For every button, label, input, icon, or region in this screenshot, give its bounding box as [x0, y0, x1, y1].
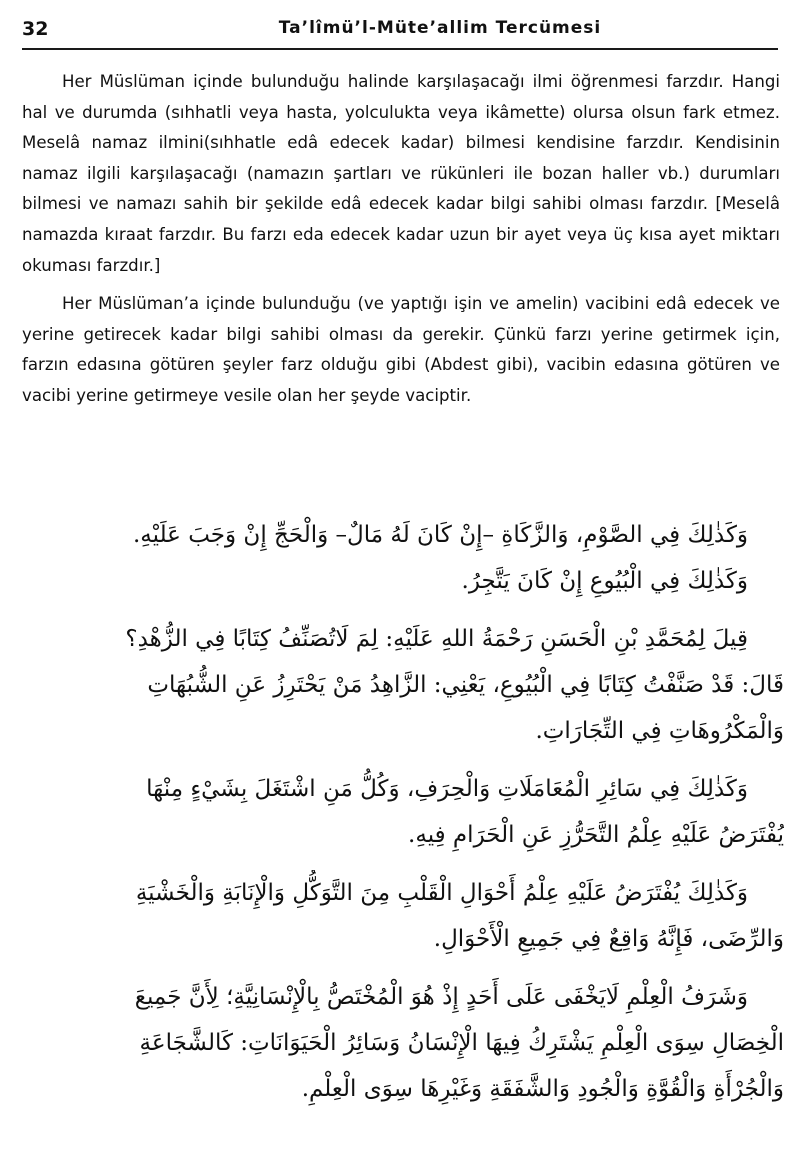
page-number: 32 — [22, 18, 49, 40]
turkish-paragraph: Her Müslüman içinde bulunduğu halinde karşılaşacağı ilmi öğrenmesi farzdır. Hangi hal ve durumda (sıhhatli veya hasta, yolculukta veya ikâmette) olursa olsun fark etmez. Meselâ namaz ilmini(sıhhatle edâ edecek kadar) bilmesi kendisine farzdır. Kendisinin namaz ilgili karşılaşacağı (namazın şartları ve rükünleri ile bozan haller vb.) durumları bilmesi ve namazı sahih bir şekilde edâ edecek kadar bilgi sahibi olması farzdır. [Meselâ namazda kıraat farzdır. Bu farzı eda edecek kadar uzun bir ayet veya üç kısa ayet miktarı okuması farzdır.] — [22, 72, 780, 275]
running-title: Ta’lîmü’l-Müte’allim Tercümesi — [278, 18, 602, 38]
arabic-line: وَالرِّضَى، فَإِنَّهُ وَاقِعٌ فِي جَمِيعِ الْأَحْوَالِ. — [433, 926, 784, 952]
arabic-line: وَالْمَكْرُوهَاتِ فِي التِّجَارَاتِ. — [535, 718, 784, 744]
arabic-line: الْخِصَالِ سِوَى الْعِلْمِ يَشْتَرِكُ فِيهَا الْإِنْسَانُ وَسَائِرُ الْحَيَوَانَاتِ: كَالشَّجَاعَةِ — [139, 1030, 784, 1056]
arabic-line: وَكَذٰلِكَ فِي الْبُيُوعِ إِنْ كَانَ يَتَّجِرُ. — [461, 568, 748, 594]
arabic-line: يُفْتَرَضُ عَلَيْهِ عِلْمُ التَّحَرُّزِ عَنِ الْحَرَامِ فِيهِ. — [408, 822, 784, 848]
arabic-line: قَالَ: قَدْ صَنَّفْتُ كِتَابًا فِي الْبُيُوعِ، يَعْنِي: الزَّاهِدُ مَنْ يَحْتَرِزُ عَنِ الشُّبُهَاتِ — [147, 672, 784, 698]
arabic-line: قِيلَ لِمُحَمَّدِ بْنِ الْحَسَنِ رَحْمَةُ اللهِ عَلَيْهِ: لِمَ لَاتُصَنِّفُ كِتَابًا فِي الزُّهْدِ؟ — [125, 626, 748, 652]
arabic-line: وَكَذٰلِكَ فِي الصَّوْمِ، وَالزَّكَاةِ –إِنْ كَانَ لَهُ مَالٌ– وَالْحَجِّ إِنْ وَجَبَ عَلَيْهِ. — [132, 522, 748, 548]
arabic-line: وَشَرَفُ الْعِلْمِ لَايَخْفَى عَلَى أَحَدٍ إِذْ هُوَ الْمُخْتَصُّ بِالْإِنْسَانِيَّةِ؛ لِأَنَّ جَمِيعَ — [134, 984, 748, 1010]
turkish-translation — [22, 67, 780, 420]
arabic-line: وَكَذٰلِكَ يُفْتَرَضُ عَلَيْهِ عِلْمُ أَحْوَالِ الْقَلْبِ مِنَ التَّوَكُّلِ وَالْإِنَابَةِ وَالْخَشْيَةِ — [135, 880, 748, 906]
arabic-line: وَالْجُرْأَةِ وَالْقُوَّةِ وَالْجُودِ وَالشَّفَقَةِ وَغَيْرِهَا سِوَى الْعِلْمِ. — [301, 1076, 784, 1102]
turkish-paragraph: Her Müslüman’a içinde bulunduğu (ve yaptığı işin ve amelin) vacibini edâ edecek ve yerine getirecek kadar bilgi sahibi olması da gerekir. Çünkü farzı yerine getirmek için, farzın edasına götüren şeyler farz olduğu gibi (Abdest gibi), vacibin edasına götüren ve vacibi yerine getirmeye vesile olan her şeyde vaciptir. — [22, 294, 780, 405]
arabic-text — [18, 512, 784, 1112]
page-header — [22, 18, 778, 50]
arabic-line: وَكَذٰلِكَ فِي سَائِرِ الْمُعَامَلَاتِ وَالْحِرَفِ، وَكُلُّ مَنِ اشْتَغَلَ بِشَيْءٍ مِنْهَا — [146, 776, 748, 802]
